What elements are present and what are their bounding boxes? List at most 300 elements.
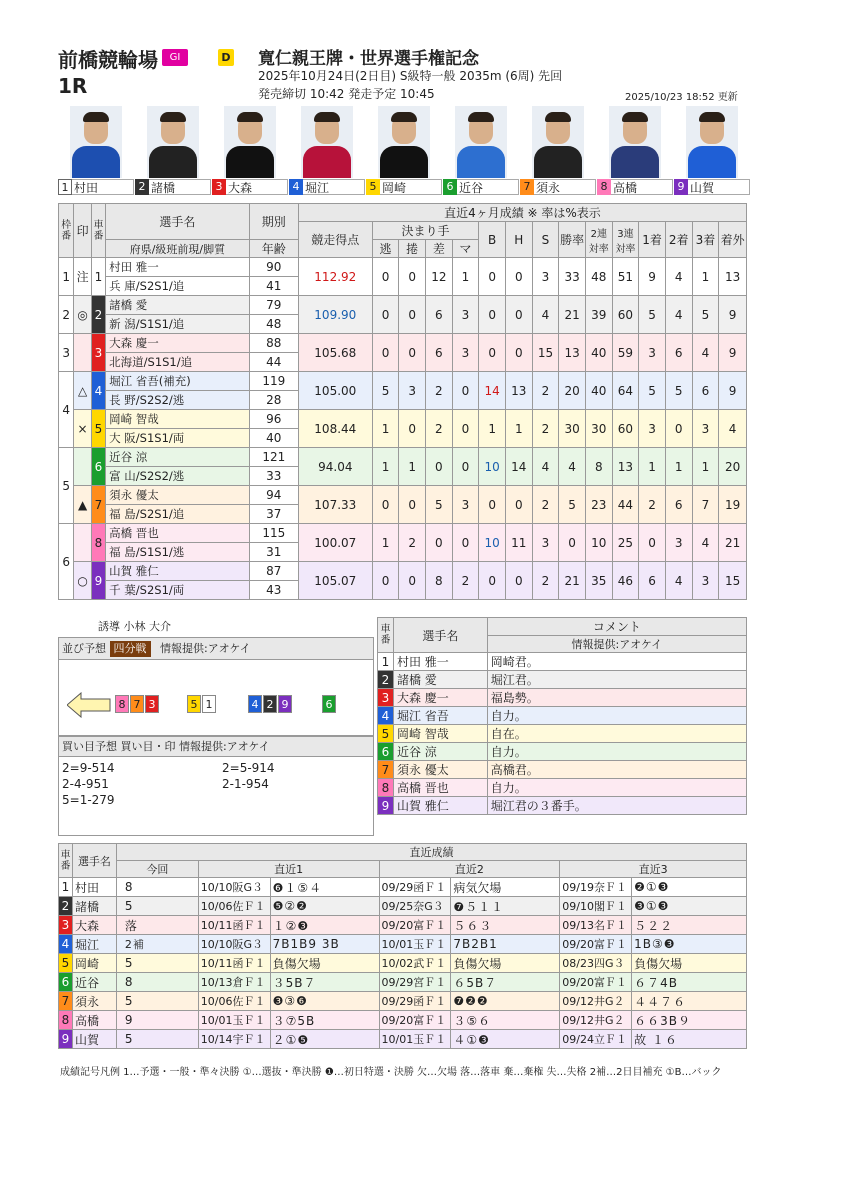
- stat-f3: 4: [692, 334, 719, 372]
- stat-f2: 4: [665, 562, 692, 600]
- stat-f3: 5: [692, 296, 719, 334]
- race-times: 発売締切 10:42 発走予定 10:45: [258, 87, 435, 101]
- stat-r3: 60: [612, 296, 639, 334]
- stat-win: 20: [559, 372, 586, 410]
- player-card: [289, 106, 365, 195]
- rider-name: 大森 慶一: [393, 689, 487, 707]
- mark-cell: ○: [74, 562, 91, 600]
- stat-h: 0: [505, 562, 532, 600]
- player-photo: [147, 106, 199, 178]
- cm-head-provider: 情報提供:アオケイ: [487, 636, 746, 653]
- cm-head-name: 選手名: [393, 618, 487, 653]
- score-cell: 100.07: [298, 524, 372, 562]
- rider-name: 山賀 雅仁: [393, 797, 487, 815]
- now-result: 9: [116, 1011, 198, 1030]
- rider-name: 山賀 雅仁: [106, 562, 250, 581]
- car-number: 8: [59, 1011, 73, 1030]
- comment-row: [378, 743, 747, 761]
- car-number: 4: [378, 707, 394, 725]
- waku-cell: 4: [59, 372, 74, 448]
- player-name: 堀江: [305, 180, 330, 195]
- recent1-date: 10/01玉Ｆ１: [198, 1011, 270, 1030]
- car-number: 9: [59, 1030, 73, 1049]
- head-sashi: 差: [426, 240, 453, 258]
- line-chip: 4: [248, 695, 262, 713]
- stat-win: 33: [559, 258, 586, 296]
- now-result: 5: [116, 954, 198, 973]
- stat-win: 4: [559, 448, 586, 486]
- mark-cell: ▲: [74, 486, 91, 524]
- stat-win: 13: [559, 334, 586, 372]
- stat-r3: 64: [612, 372, 639, 410]
- guide-rider: 誘導 小林 大介: [98, 620, 171, 633]
- main-table: [58, 203, 747, 600]
- head-name: 選手名: [106, 204, 250, 240]
- comment-text: 自力。: [487, 779, 746, 797]
- recent1-result: ３⑦5B: [270, 1011, 379, 1030]
- age-cell: 28: [249, 391, 298, 410]
- stat-f2: 6: [665, 486, 692, 524]
- car-number: 7: [378, 761, 394, 779]
- stat-s: 4: [532, 448, 559, 486]
- kaime-body: [59, 757, 373, 835]
- rider-name: 岡崎 智哉: [393, 725, 487, 743]
- recent2-date: 10/01玉Ｆ１: [379, 1030, 451, 1049]
- stat-nige: 0: [372, 296, 399, 334]
- recent3-date: 09/19奈Ｆ１: [560, 878, 632, 897]
- score-cell: 94.04: [298, 448, 372, 486]
- stat-f1: 3: [639, 334, 666, 372]
- term-cell: 119: [249, 372, 298, 391]
- record-row: [59, 992, 747, 1011]
- stat-r2: 10: [585, 524, 612, 562]
- kaime-item: 2=9-514: [62, 761, 115, 775]
- stat-f2: 4: [665, 296, 692, 334]
- recent3-result: 負傷欠場: [632, 954, 747, 973]
- recent1-result: １②❸: [270, 916, 379, 935]
- stat-b: 10: [479, 524, 506, 562]
- stat-sashi: 6: [426, 296, 453, 334]
- record-row: [59, 935, 747, 954]
- stat-f2: 0: [665, 410, 692, 448]
- rider-pref: 千 葉/S2S1/両: [106, 581, 250, 600]
- rider-name: 堀江 省吾(補充): [106, 372, 250, 391]
- now-result: 5: [116, 897, 198, 916]
- stat-nige: 0: [372, 258, 399, 296]
- line-chip: 8: [115, 695, 129, 713]
- head-r2: 2連対率: [585, 222, 612, 258]
- stat-f2: 4: [665, 258, 692, 296]
- rider-name: 高橋 晋也: [393, 779, 487, 797]
- comment-text: 高橋君。: [487, 761, 746, 779]
- car-number: 7: [59, 992, 73, 1011]
- player-card: [674, 106, 750, 195]
- recent3-result: ４４７６: [632, 992, 747, 1011]
- rec-head-now: 今回: [116, 861, 198, 878]
- stat-win: 0: [559, 524, 586, 562]
- line-chip: 1: [202, 695, 216, 713]
- narabi-provider: 情報提供:アオケイ: [160, 642, 251, 655]
- car-number: 8: [378, 779, 394, 797]
- stat-out: 9: [719, 296, 747, 334]
- recent3-date: 09/24立Ｆ１: [560, 1030, 632, 1049]
- stat-out: 4: [719, 410, 747, 448]
- player-card: [212, 106, 288, 195]
- recent1-date: 10/13倉Ｆ１: [198, 973, 270, 992]
- rider-pref: 大 阪/S1S1/両: [106, 429, 250, 448]
- recent3-result: ５２２: [632, 916, 747, 935]
- head-term: 期別: [249, 204, 298, 240]
- rec-head-name: 選手名: [72, 844, 116, 878]
- car-number: 7: [91, 486, 105, 524]
- head-ma: マ: [452, 240, 479, 258]
- car-number: 1: [378, 653, 394, 671]
- car-number: 3: [378, 689, 394, 707]
- record-row: [59, 916, 747, 935]
- mark-cell: [74, 334, 91, 372]
- comment-row: [378, 797, 747, 815]
- cm-head-car: 車番: [378, 618, 394, 653]
- head-mark: 印: [74, 204, 91, 258]
- rider-name: 岡崎: [72, 954, 116, 973]
- player-name: 須永: [536, 180, 561, 195]
- recent1-result: ３5B７: [270, 973, 379, 992]
- stat-s: 2: [532, 486, 559, 524]
- car-number: 3: [91, 334, 105, 372]
- recent1-result: 7B1B9 3B: [270, 935, 379, 954]
- stat-r2: 30: [585, 410, 612, 448]
- stat-f2: 1: [665, 448, 692, 486]
- score-cell: 112.92: [298, 258, 372, 296]
- stat-r2: 35: [585, 562, 612, 600]
- rec-head-recent: 直近成績: [116, 844, 746, 861]
- head-nige: 逃: [372, 240, 399, 258]
- age-cell: 31: [249, 543, 298, 562]
- stat-win: 5: [559, 486, 586, 524]
- line-group-3: [248, 695, 293, 713]
- age-cell: 43: [249, 581, 298, 600]
- stat-f3: 3: [692, 410, 719, 448]
- car-number: 4: [59, 935, 73, 954]
- comment-row: [378, 653, 747, 671]
- rider-pref: 長 野/S2S2/逃: [106, 391, 250, 410]
- player-photo: [609, 106, 661, 178]
- term-cell: 121: [249, 448, 298, 467]
- rider-name: 高橋 晋也: [106, 524, 250, 543]
- stat-sashi: 2: [426, 372, 453, 410]
- score-cell: 105.07: [298, 562, 372, 600]
- player-name: 村田: [74, 180, 99, 195]
- rider-name: 須永 優太: [393, 761, 487, 779]
- kaime-item: 5=1-279: [62, 793, 115, 807]
- car-number: 9: [378, 797, 394, 815]
- line-chip: 7: [130, 695, 144, 713]
- stat-s: 2: [532, 372, 559, 410]
- stat-out: 20: [719, 448, 747, 486]
- stat-sashi: 6: [426, 334, 453, 372]
- rider-pref: 福 島/S1S1/逃: [106, 543, 250, 562]
- rider-name: 須永 優太: [106, 486, 250, 505]
- stat-makuri: 1: [399, 448, 426, 486]
- car-number: 3: [59, 916, 73, 935]
- player-card: [443, 106, 519, 195]
- comment-text: 自力。: [487, 743, 746, 761]
- player-card: [135, 106, 211, 195]
- stat-sashi: 5: [426, 486, 453, 524]
- recent2-result: ５６３: [451, 916, 560, 935]
- stat-r3: 46: [612, 562, 639, 600]
- recent1-result: ❺②❷: [270, 897, 379, 916]
- car-number: 9: [674, 179, 688, 195]
- stat-out: 21: [719, 524, 747, 562]
- stat-r2: 8: [585, 448, 612, 486]
- recent2-date: 09/29函Ｆ１: [379, 992, 451, 1011]
- rider-name: 村田 雅一: [393, 653, 487, 671]
- recent3-date: 08/23四G３: [560, 954, 632, 973]
- recent3-date: 09/13名Ｆ１: [560, 916, 632, 935]
- head-age: 年齢: [249, 240, 298, 258]
- head-r3: 3連対率: [612, 222, 639, 258]
- stat-r3: 60: [612, 410, 639, 448]
- stat-h: 11: [505, 524, 532, 562]
- recent2-result: ３⑤６: [451, 1011, 560, 1030]
- comment-text: 堀江君。: [487, 671, 746, 689]
- head-h: H: [505, 222, 532, 258]
- stat-r2: 39: [585, 296, 612, 334]
- stat-makuri: 0: [399, 334, 426, 372]
- score-cell: 108.44: [298, 410, 372, 448]
- player-name: 諸橋: [151, 180, 176, 195]
- kaime-item: 2-4-951: [62, 777, 109, 791]
- recent3-result: ❷①❸: [632, 878, 747, 897]
- stat-f1: 2: [639, 486, 666, 524]
- stat-makuri: 2: [399, 524, 426, 562]
- comment-text: 堀江君の３番手。: [487, 797, 746, 815]
- score-cell: 107.33: [298, 486, 372, 524]
- recent1-date: 10/10阪G３: [198, 878, 270, 897]
- stat-b: 1: [479, 410, 506, 448]
- mark-cell: △: [74, 372, 91, 410]
- age-cell: 37: [249, 505, 298, 524]
- stat-f3: 1: [692, 258, 719, 296]
- stat-f1: 6: [639, 562, 666, 600]
- stat-s: 2: [532, 562, 559, 600]
- stat-r2: 40: [585, 334, 612, 372]
- term-cell: 96: [249, 410, 298, 429]
- comment-table: [377, 617, 747, 815]
- rider-name: 諸橋: [72, 897, 116, 916]
- stat-out: 9: [719, 372, 747, 410]
- stat-f3: 7: [692, 486, 719, 524]
- stat-nige: 1: [372, 410, 399, 448]
- record-row: [59, 1011, 747, 1030]
- stat-f1: 9: [639, 258, 666, 296]
- player-photo: [686, 106, 738, 178]
- car-number: 2: [135, 179, 149, 195]
- head-f1: 1着: [639, 222, 666, 258]
- stat-b: 0: [479, 258, 506, 296]
- head-pref: 府県/級班前現/脚質: [106, 240, 250, 258]
- term-cell: 88: [249, 334, 298, 353]
- stat-f1: 5: [639, 372, 666, 410]
- waku-cell: 3: [59, 334, 74, 372]
- grade-badge: GⅠ: [162, 49, 188, 66]
- stat-makuri: 0: [399, 486, 426, 524]
- score-cell: 105.00: [298, 372, 372, 410]
- record-row: [59, 973, 747, 992]
- stat-nige: 5: [372, 372, 399, 410]
- line-group-4: [322, 695, 337, 713]
- stat-f3: 4: [692, 524, 719, 562]
- stat-r3: 13: [612, 448, 639, 486]
- stat-f3: 3: [692, 562, 719, 600]
- stat-h: 0: [505, 258, 532, 296]
- stat-s: 3: [532, 258, 559, 296]
- stat-nige: 0: [372, 334, 399, 372]
- rider-pref: 福 島/S2S1/追: [106, 505, 250, 524]
- stat-makuri: 0: [399, 562, 426, 600]
- recent2-result: 負傷欠場: [451, 954, 560, 973]
- rider-name: 大森 慶一: [106, 334, 250, 353]
- rider-name: 近谷: [72, 973, 116, 992]
- mark-cell: ×: [74, 410, 91, 448]
- recent1-date: 10/10阪G３: [198, 935, 270, 954]
- recent1-result: ２①❺: [270, 1030, 379, 1049]
- rider-name: 近谷 涼: [106, 448, 250, 467]
- now-result: 8: [116, 973, 198, 992]
- kaime-box: [58, 736, 374, 836]
- stat-r3: 25: [612, 524, 639, 562]
- line-chip: 6: [322, 695, 336, 713]
- recent1-result: 負傷欠場: [270, 954, 379, 973]
- player-card: [366, 106, 442, 195]
- head-recent: 直近4ヶ月成績 ※ 率は%表示: [298, 204, 746, 222]
- car-number: 8: [597, 179, 611, 195]
- mark-cell: 注: [74, 258, 91, 296]
- cm-head-comment: コメント: [487, 618, 746, 636]
- player-card: [58, 106, 134, 195]
- stat-nige: 1: [372, 448, 399, 486]
- stat-f1: 5: [639, 296, 666, 334]
- stat-b: 0: [479, 296, 506, 334]
- stat-win: 21: [559, 562, 586, 600]
- head-kimari: 決まり手: [372, 222, 479, 240]
- head-score: 競走得点: [298, 222, 372, 258]
- car-number: 6: [378, 743, 394, 761]
- stat-r3: 51: [612, 258, 639, 296]
- rider-name: 近谷 涼: [393, 743, 487, 761]
- stat-s: 2: [532, 410, 559, 448]
- stat-sashi: 8: [426, 562, 453, 600]
- line-chip: 2: [263, 695, 277, 713]
- recent2-date: 10/02武Ｆ１: [379, 954, 451, 973]
- recent2-date: 09/25奈G３: [379, 897, 451, 916]
- rec-head-r1: 直近1: [198, 861, 379, 878]
- line-chip: 3: [145, 695, 159, 713]
- score-cell: 109.90: [298, 296, 372, 334]
- kaime-col-1: [62, 760, 115, 808]
- stat-s: 3: [532, 524, 559, 562]
- rec-head-car: 車番: [59, 844, 73, 878]
- comment-row: [378, 689, 747, 707]
- age-cell: 48: [249, 315, 298, 334]
- narabi-tag: 四分戦: [110, 641, 151, 657]
- mark-cell: ◎: [74, 296, 91, 334]
- stat-ma: 1: [452, 258, 479, 296]
- stat-win: 30: [559, 410, 586, 448]
- narabi-lines: [59, 660, 373, 736]
- car-number: 5: [59, 954, 73, 973]
- comment-row: [378, 779, 747, 797]
- line-chip: 5: [187, 695, 201, 713]
- rider-pref: 新 潟/S1S1/追: [106, 315, 250, 334]
- stat-ma: 0: [452, 448, 479, 486]
- updated-timestamp: 2025/10/23 18:52 更新: [625, 92, 738, 103]
- car-number: 5: [366, 179, 380, 195]
- car-number: 2: [91, 296, 105, 334]
- recent1-date: 10/06佐Ｆ１: [198, 992, 270, 1011]
- stat-s: 4: [532, 296, 559, 334]
- kaime-item: 2-1-954: [222, 777, 269, 791]
- stat-b: 0: [479, 562, 506, 600]
- rider-name: 諸橋 愛: [106, 296, 250, 315]
- stat-f2: 5: [665, 372, 692, 410]
- record-row: [59, 1030, 747, 1049]
- car-number: 6: [443, 179, 457, 195]
- waku-cell: 1: [59, 258, 74, 296]
- comment-text: 福島勢。: [487, 689, 746, 707]
- stat-sashi: 12: [426, 258, 453, 296]
- age-cell: 41: [249, 277, 298, 296]
- recent1-date: 10/06佐Ｆ１: [198, 897, 270, 916]
- stat-f3: 1: [692, 448, 719, 486]
- rider-name: 大森: [72, 916, 116, 935]
- recent1-result: ❻１⑤４: [270, 878, 379, 897]
- stat-out: 15: [719, 562, 747, 600]
- recent2-result: ６5B７: [451, 973, 560, 992]
- rider-name: 須永: [72, 992, 116, 1011]
- narabi-label: 並び予想: [62, 642, 106, 655]
- player-photo: [70, 106, 122, 178]
- head-b: B: [479, 222, 506, 258]
- player-name: 大森: [228, 180, 253, 195]
- head-s: S: [532, 222, 559, 258]
- player-card: [597, 106, 673, 195]
- score-cell: 105.68: [298, 334, 372, 372]
- recent3-result: 故 １６: [632, 1030, 747, 1049]
- stat-sashi: 2: [426, 410, 453, 448]
- stat-ma: 3: [452, 296, 479, 334]
- head-f3: 3着: [692, 222, 719, 258]
- car-number: 5: [378, 725, 394, 743]
- stat-r2: 40: [585, 372, 612, 410]
- car-number: 5: [91, 410, 105, 448]
- mark-cell: [74, 448, 91, 486]
- stat-ma: 0: [452, 410, 479, 448]
- waku-cell: 5: [59, 448, 74, 524]
- recent2-result: ❼５１１: [451, 897, 560, 916]
- stat-h: 14: [505, 448, 532, 486]
- term-cell: 90: [249, 258, 298, 277]
- recent3-result: ６６3B９: [632, 1011, 747, 1030]
- stat-ma: 0: [452, 524, 479, 562]
- recent3-result: ６７4B: [632, 973, 747, 992]
- venue-title: 前橋競輪場: [58, 48, 158, 72]
- record-row: [59, 954, 747, 973]
- car-number: 8: [91, 524, 105, 562]
- stat-makuri: 0: [399, 258, 426, 296]
- stat-ma: 3: [452, 334, 479, 372]
